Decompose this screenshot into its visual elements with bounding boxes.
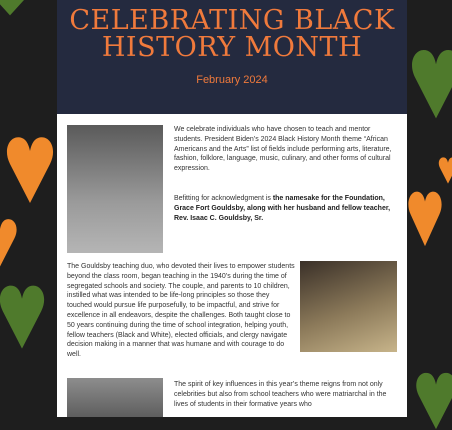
heart-icon [0, 0, 28, 16]
heart-icon [413, 370, 452, 430]
heart-icon [0, 280, 46, 352]
teaching-duo-paragraph: The Gouldsby teaching duo, who devoted their lives to empower students beyond the class room, began teaching in the 1940’s during the time of segregated schools and society. The couple, and parents to 10 children, instilled what was intended to be life-long principles so those they touched would pursue life purposefully, to be impactful, and strive for excellence in all endeavors, despite the challenges. Both taught close to 50 years continuing during the time of school integration, helping youth, fellow teachers (Black and White), elected officials, and clergy navigate decision making in a manner that was humane and with courage to do well. [67, 263, 295, 359]
portrait-teacher [67, 378, 163, 417]
heart-icon [5, 133, 55, 205]
acknowledgment-bold: the namesake for the Foundation, Grace Fort Gouldsby, along with her husband and fellow teacher, Rev. Isaac C. Gouldsby, Sr. [174, 195, 391, 222]
title-line-2: HISTORY MONTH [101, 32, 363, 63]
heart-icon [410, 45, 452, 121]
newsletter-date: February 2024 [196, 74, 268, 86]
header-banner [57, 0, 407, 114]
heart-icon [438, 150, 452, 190]
intro-paragraph: We celebrate individuals who have chosen to teach and mentor students. President Biden’s 2024 Black History Month theme “African Americans and the Arts” list of fields include performing arts, literature, fashion, folklore, language, music, culinary, and other forms of cultural expression. [174, 126, 392, 173]
spirit-paragraph: The spirit of key influences in this year’s theme reigns from not only celebrities but also from school teachers who were matriarchal in the lives of students in their formative years who [174, 381, 387, 408]
newsletter-card [57, 0, 407, 417]
page-title [57, 0, 407, 61]
heart-icon [407, 178, 443, 258]
acknowledgment-lead: Befitting for acknowledgment is [174, 195, 273, 202]
portrait-gouldsby-couple [300, 261, 397, 352]
heart-icon [0, 212, 18, 272]
acknowledgment-paragraph [174, 194, 396, 223]
title-line-1: CELEBRATING BLACK [69, 5, 395, 36]
portrait-grace-gouldsby [67, 125, 163, 253]
